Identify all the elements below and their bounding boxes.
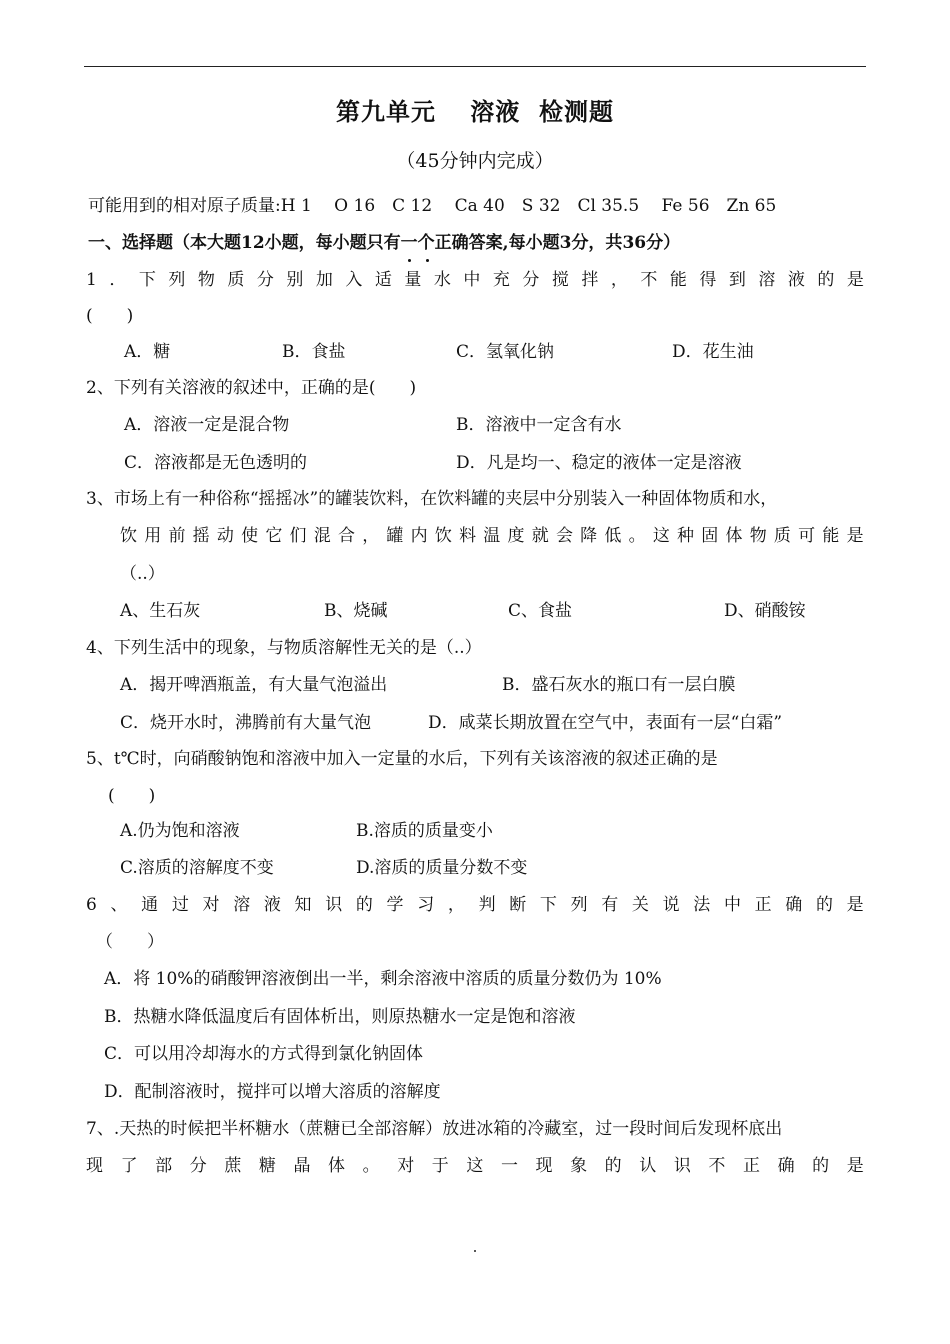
question-7-line-2 [86, 1154, 864, 1178]
justified-char: 充 [492, 270, 510, 290]
justified-char: ， [610, 270, 628, 290]
question-3-line-1: 3、市场上有一种俗称“摇摇冰”的罐装饮料，在饮料罐的夹层中分别装入一种固体物质和水， [86, 489, 778, 509]
justified-char: 得 [699, 270, 717, 290]
justified-char: 的 [812, 1156, 830, 1176]
justified-char: 分 [256, 270, 274, 290]
q4-option-c: C．烧开水时，沸腾前有大量气泡 [120, 713, 372, 733]
justified-char: 的 [815, 895, 833, 915]
justified-char: 6 [86, 895, 97, 915]
justified-char: 通 [141, 895, 159, 915]
page-title: 第九单元 溶液 检测题 [335, 97, 615, 126]
q1-option-b: B．食盐 [282, 342, 346, 362]
justified-char: 现 [535, 1156, 553, 1176]
question-5-stem: 5、t℃时，向硝酸钠饱和溶液中加入一定量的水后，下列有关该溶液的叙述正确的是 [86, 749, 718, 769]
justified-char: 列 [570, 895, 588, 915]
section-heading-part: 一、选择题（本大题 [88, 233, 241, 253]
justified-char: 蔗 [224, 1156, 242, 1176]
justified-char: 分 [522, 270, 540, 290]
justified-char: 对 [397, 1156, 415, 1176]
justified-char: 溶 [758, 270, 776, 290]
section-heading-part: 小题，每小题只有 [264, 233, 401, 253]
justified-char: 使 [241, 526, 259, 546]
q3-option-d: D、硝酸铵 [724, 601, 806, 621]
justified-char: 种 [677, 526, 695, 546]
justified-char: 中 [463, 270, 481, 290]
justified-char: ． [109, 270, 127, 290]
justified-char: 混 [313, 526, 331, 546]
justified-char: 这 [652, 526, 670, 546]
justified-char: 。 [628, 526, 646, 546]
points-per-question: 3 [559, 233, 572, 253]
justified-char: 量 [404, 270, 422, 290]
question-1-stem [86, 268, 864, 292]
justified-char: 断 [509, 895, 527, 915]
justified-char: 学 [386, 895, 404, 915]
q6-option-b: B．热糖水降低温度后有固体析出，则原热糖水一定是饱和溶液 [104, 1007, 576, 1027]
justified-char: 分 [189, 1156, 207, 1176]
justified-char: 下 [138, 270, 156, 290]
justified-char: 会 [555, 526, 573, 546]
justified-char: 确 [777, 1156, 795, 1176]
justified-char: 它 [265, 526, 283, 546]
emphasis-dot [408, 259, 411, 262]
justified-char: 对 [202, 895, 220, 915]
section-heading-part: 分，共 [571, 233, 623, 253]
justified-char: 们 [289, 526, 307, 546]
atomic-masses-line: 可能用到的相对原子质量:H 1 O 16 C 12 Ca 40 S 32 Cl 35.5 Fe 56 Zn 65 [88, 196, 777, 216]
justified-char: 这 [466, 1156, 484, 1176]
justified-char: 法 [693, 895, 711, 915]
justified-char: 液 [263, 895, 281, 915]
question-2-stem: 2、下列有关溶液的叙述中，正确的是( ) [86, 378, 417, 398]
justified-char: 拌 [581, 270, 599, 290]
justified-char: 部 [155, 1156, 173, 1176]
justified-char: 度 [507, 526, 525, 546]
justified-char: 能 [822, 526, 840, 546]
justified-char: 现 [86, 1156, 103, 1176]
section-heading [88, 231, 680, 255]
q2-option-b: B．溶液中一定含有水 [456, 415, 622, 435]
question-7-line-1: 7、.天热的时候把半杯糖水（蔗糖已全部溶解）放进冰箱的冷藏室，过一段时间后发现杯底出 [86, 1119, 783, 1139]
question-4-stem: 4、下列生活中的现象，与物质溶解性无关的是（..） [86, 638, 482, 658]
justified-char: 质 [773, 526, 791, 546]
justified-char: 是 [846, 526, 864, 546]
section-heading-part: 正确答案,每小题 [434, 233, 560, 253]
justified-char: 料 [459, 526, 477, 546]
justified-char: 搅 [551, 270, 569, 290]
justified-char: ， [362, 526, 380, 546]
justified-char: 糖 [258, 1156, 276, 1176]
question-6-stem [86, 893, 864, 917]
page-subtitle: （45分钟内完成） [396, 150, 554, 172]
justified-char: 知 [294, 895, 312, 915]
justified-char: 水 [433, 270, 451, 290]
justified-char: 饮 [120, 526, 137, 546]
justified-char: 合 [337, 526, 355, 546]
q6-option-c: C．可以用冷却海水的方式得到氯化钠固体 [104, 1044, 424, 1064]
justified-char: 固 [701, 526, 719, 546]
justified-char: 别 [286, 270, 304, 290]
justified-char: 、 [110, 895, 128, 915]
section-heading-part: 分） [646, 233, 681, 253]
q3-option-a: A、生石灰 [120, 601, 201, 621]
emphasis-word: 一个 [400, 233, 435, 253]
justified-char: ， [447, 895, 465, 915]
q4-option-a: A．揭开啤酒瓶盖，有大量气泡溢出 [120, 675, 388, 695]
justified-char: 用 [144, 526, 162, 546]
justified-char: 正 [754, 895, 772, 915]
justified-char: 罐 [386, 526, 404, 546]
justified-char: 动 [216, 526, 234, 546]
emphasis-dot [426, 259, 429, 262]
q4-option-d: D．咸菜长期放置在空气中，表面有一层“白霜” [428, 713, 783, 733]
question-3-paren: （..） [120, 564, 165, 584]
q4-option-b: B．盛石灰水的瓶口有一层白膜 [502, 675, 736, 695]
q3-option-c: C、食盐 [508, 601, 573, 621]
q6-option-d: D．配制溶液时，搅拌可以增大溶质的溶解度 [104, 1082, 441, 1102]
justified-char: 识 [673, 1156, 691, 1176]
justified-char: 识 [325, 895, 343, 915]
justified-char: 物 [749, 526, 767, 546]
justified-char: 象 [570, 1156, 588, 1176]
justified-char: 加 [315, 270, 333, 290]
justified-char: 内 [410, 526, 428, 546]
question-count: 12 [241, 233, 265, 253]
justified-char: 液 [787, 270, 805, 290]
question-5-paren: ( ) [108, 786, 156, 806]
question-1-paren: ( ) [86, 306, 134, 326]
q2-option-a: A．溶液一定是混合物 [124, 415, 290, 435]
q5-option-a: A.仍为饱和溶液 [120, 821, 240, 841]
justified-char: 物 [197, 270, 215, 290]
justified-char: 正 [742, 1156, 760, 1176]
q2-option-d: D．凡是均一、稳定的液体一定是溶液 [456, 453, 742, 473]
justified-char: 溶 [233, 895, 251, 915]
justified-char: 是 [846, 895, 864, 915]
q5-option-c: C.溶质的溶解度不变 [120, 858, 274, 878]
q2-option-c: C．溶液都是无色透明的 [124, 453, 308, 473]
justified-char: 中 [723, 895, 741, 915]
justified-char: 能 [669, 270, 687, 290]
justified-char: 降 [580, 526, 598, 546]
emphasis-text [401, 233, 435, 253]
justified-char: 入 [345, 270, 363, 290]
page-footer-mark [474, 1250, 476, 1252]
justified-char: 温 [483, 526, 501, 546]
justified-char: 的 [604, 1156, 622, 1176]
justified-char: 低 [604, 526, 622, 546]
justified-char: 体 [725, 526, 743, 546]
justified-char: 于 [431, 1156, 449, 1176]
header-rule [84, 66, 866, 67]
justified-char: 的 [355, 895, 373, 915]
justified-char: 。 [362, 1156, 380, 1176]
justified-char: 饮 [434, 526, 452, 546]
justified-char: 说 [662, 895, 680, 915]
justified-char: 下 [539, 895, 557, 915]
justified-char: 体 [328, 1156, 346, 1176]
q5-option-b: B.溶质的质量变小 [356, 821, 493, 841]
justified-char: 列 [168, 270, 186, 290]
justified-char: 不 [640, 270, 658, 290]
total-points: 36 [622, 233, 647, 253]
justified-char: 一 [500, 1156, 518, 1176]
justified-char: 质 [227, 270, 245, 290]
justified-char: 判 [478, 895, 496, 915]
justified-char: 是 [846, 270, 864, 290]
justified-char: 关 [631, 895, 649, 915]
justified-char: 有 [601, 895, 619, 915]
justified-char: 的 [817, 270, 835, 290]
justified-char: 认 [639, 1156, 657, 1176]
justified-char: 晶 [293, 1156, 311, 1176]
justified-char: 可 [798, 526, 816, 546]
justified-char: 习 [417, 895, 435, 915]
justified-char: 不 [708, 1156, 726, 1176]
question-3-line-2 [120, 524, 864, 548]
question-6-paren: （ ） [96, 932, 164, 952]
justified-char: 到 [728, 270, 746, 290]
justified-char: 1 [86, 270, 97, 290]
justified-char: 就 [531, 526, 549, 546]
justified-char: 确 [785, 895, 803, 915]
q5-option-d: D.溶质的质量分数不变 [356, 858, 528, 878]
justified-char: 前 [168, 526, 186, 546]
q3-option-b: B、烧碱 [324, 601, 388, 621]
justified-char: 摇 [192, 526, 210, 546]
justified-char: 是 [846, 1156, 864, 1176]
q1-option-a: A．糖 [124, 342, 171, 362]
justified-char: 了 [120, 1156, 138, 1176]
q1-option-d: D．花生油 [672, 342, 754, 362]
justified-char: 过 [171, 895, 189, 915]
justified-char: 适 [374, 270, 392, 290]
q1-option-c: C．氢氧化钠 [456, 342, 555, 362]
q6-option-a: A．将 10%的硝酸钾溶液倒出一半，剩余溶液中溶质的质量分数仍为 10% [104, 969, 662, 989]
